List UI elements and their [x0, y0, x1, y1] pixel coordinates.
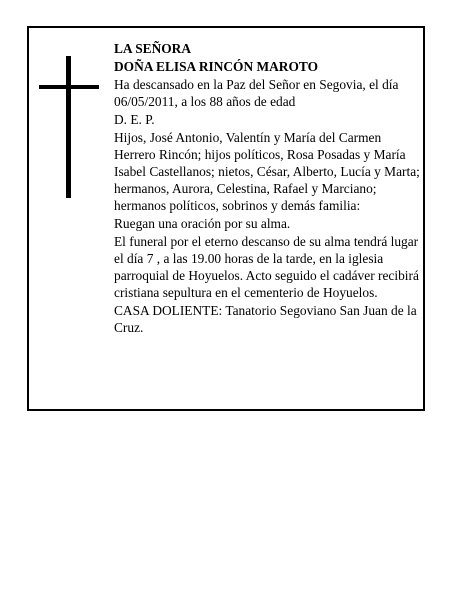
family-list: Hijos, José Antonio, Valentín y María del Carmen Herrero Rincón; hijos políticos, Rosa Posadas y María Isabel Castellanos; nietos, César, Alberto, Lucía y Marta; hermanos, Aurora, Celestina, Rafael y Marciano; hermanos políticos, sobrinos y demás familia: [114, 130, 420, 213]
dep-text: D. E. P. [114, 112, 155, 127]
casa-doliente: CASA DOLIENTE: Tanatorio Segoviano San Juan de la Cruz. [114, 303, 417, 335]
cross-vertical-bar [66, 56, 71, 198]
death-announcement: Ha descansado en la Paz del Señor en Segovia, el día 06/05/2011, a los 88 años de edad [114, 77, 399, 109]
deceased-name: DOÑA ELISA RINCÓN MAROTO [114, 59, 318, 74]
cross-horizontal-bar [39, 85, 99, 89]
notice-content [114, 40, 424, 337]
notice-title: LA SEÑORA [114, 41, 192, 56]
funeral-details: El funeral por el eterno descanso de su alma tendrá lugar el día 7 , a las 19.00 horas de la tarde, en la iglesia parroquial de Hoyuelos. Acto seguido el cadáver recibirá cristiana sepultura en el cementerio de Hoyuelos. [114, 234, 419, 300]
obituary-notice [27, 26, 425, 411]
prayer-request: Ruegan una oración por su alma. [114, 216, 291, 231]
